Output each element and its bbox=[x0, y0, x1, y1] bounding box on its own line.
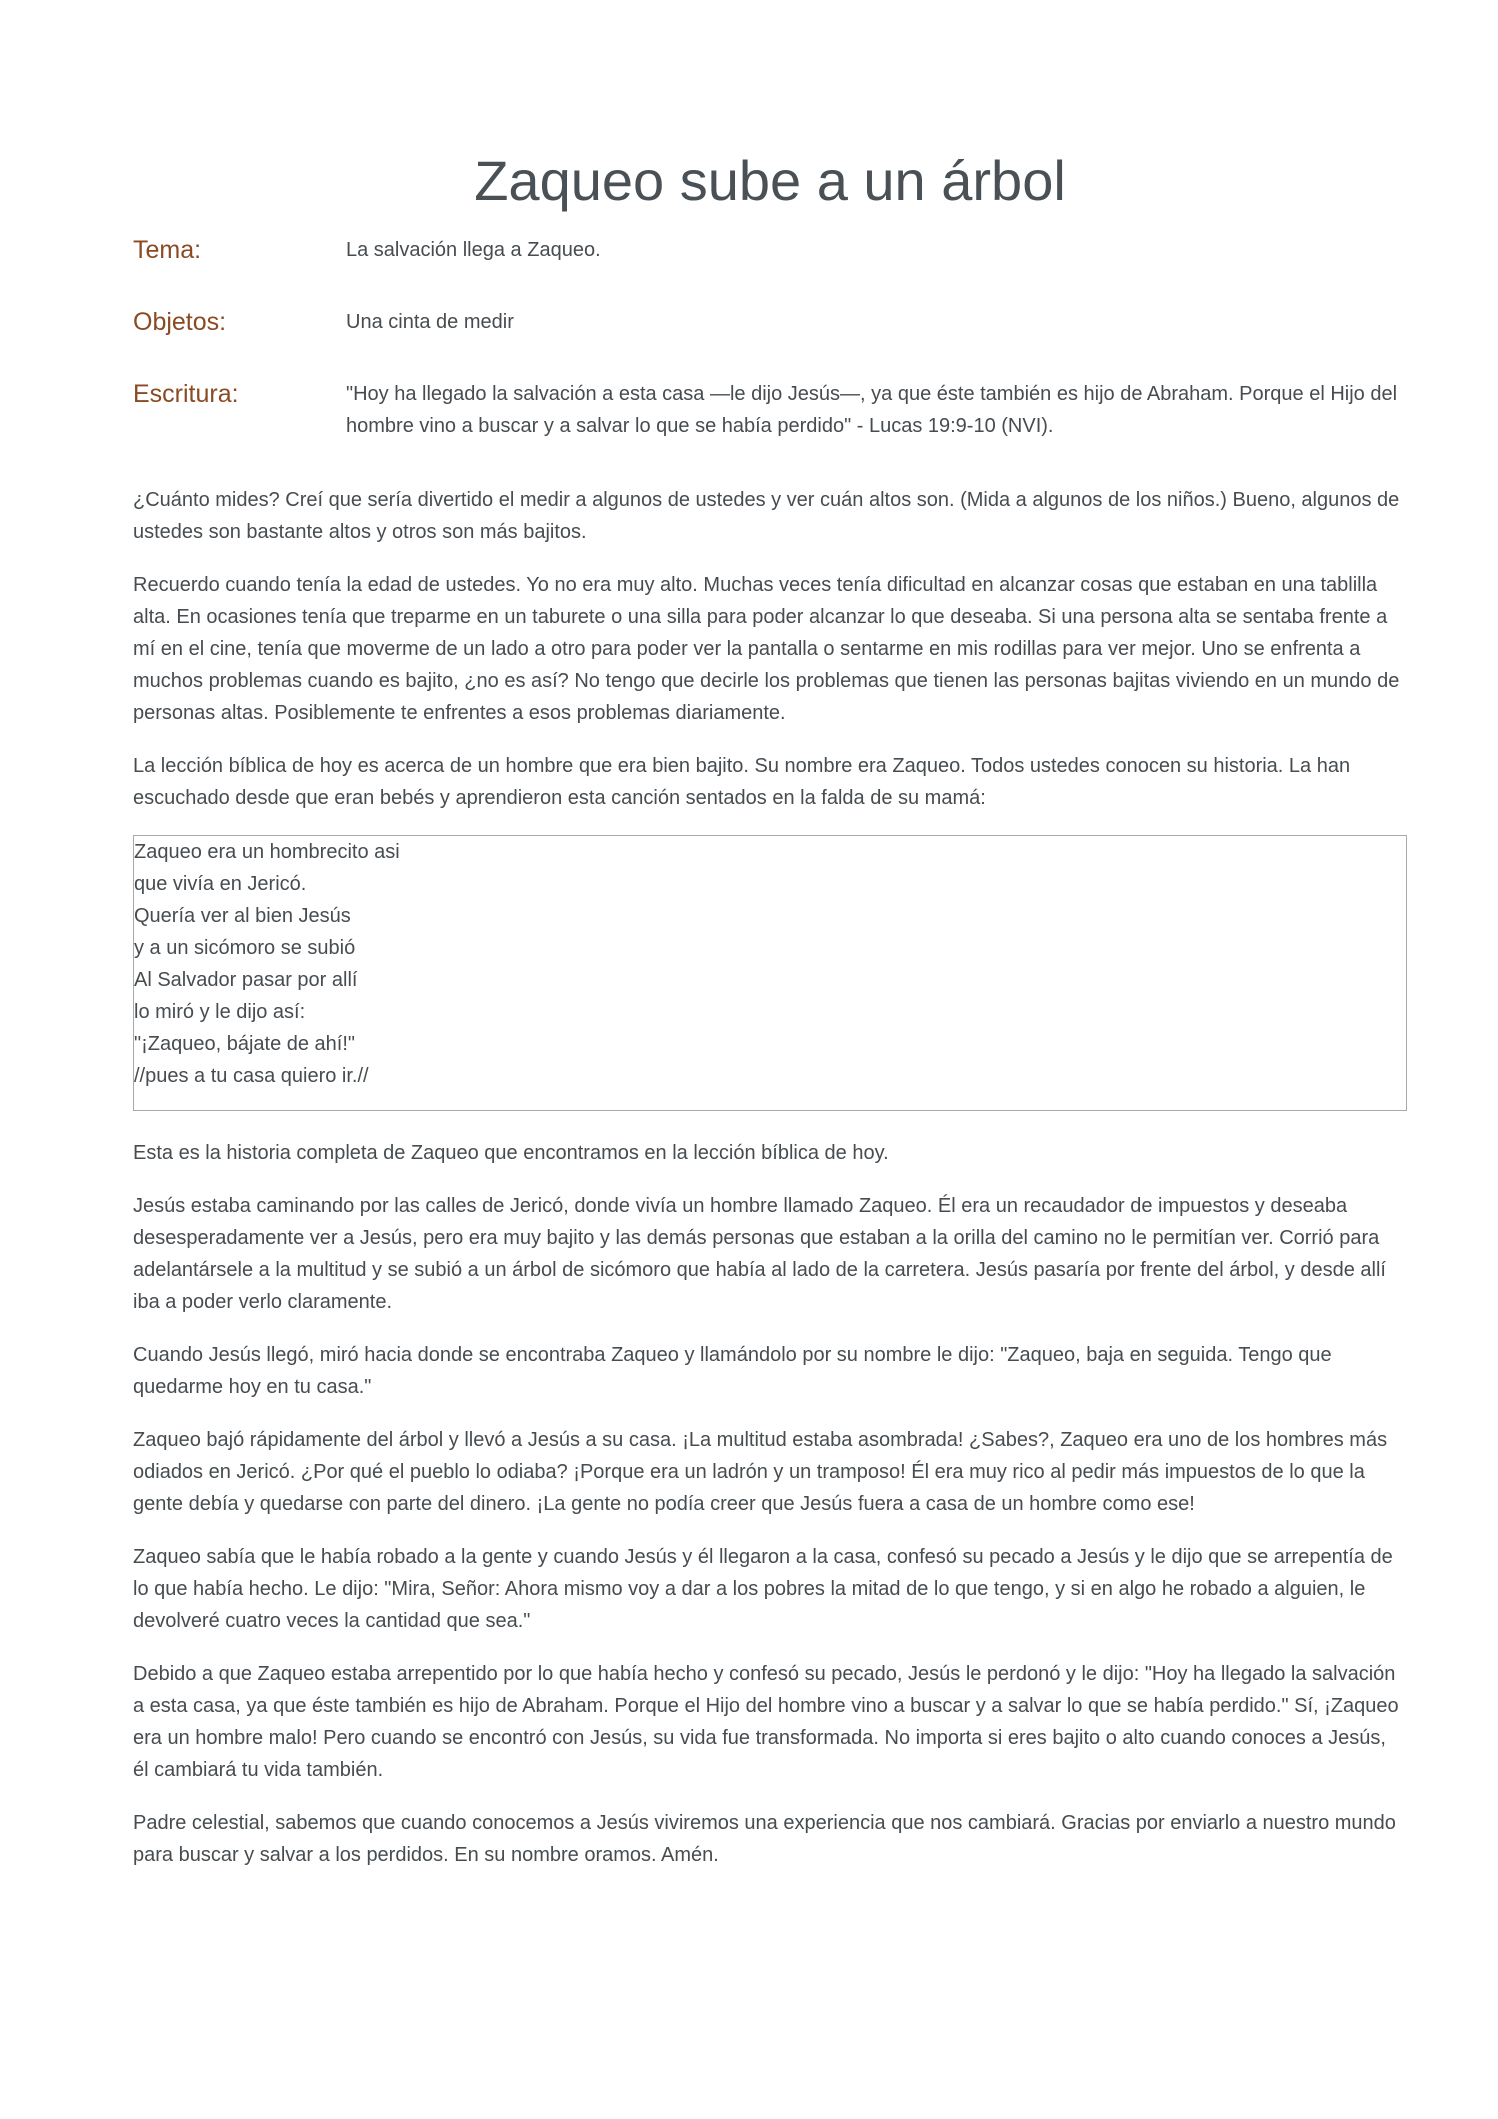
paragraph-prayer: Padre celestial, sabemos que cuando conocemos a Jesús viviremos una experiencia que nos cambiará. Gracias por enviarlo a nuestro mundo para buscar y salvar a los perdidos. En su nombre oramos. Amén. bbox=[133, 1811, 1396, 1866]
paragraph-story-arrival: Cuando Jesús llegó, miró hacia donde se encontraba Zaqueo y llamándolo por su nombre le dijo: "Zaqueo, baja en seguida. Tengo que quedarme hoy en tu casa." bbox=[133, 1343, 1332, 1398]
meta-value-escritura: "Hoy ha llegado la salvación a esta casa —le dijo Jesús—, ya que éste también es hijo de Abraham. Porque el Hijo del hombre vino a buscar y a salvar lo que se había perdido" - Lucas 19:9-10 (NVI). bbox=[346, 382, 1398, 437]
paragraph-story-crowd: Zaqueo bajó rápidamente del árbol y llevó a Jesús a su casa. ¡La multitud estaba asombrada! ¿Sabes?, Zaqueo era uno de los hombres más odiados en Jericó. ¿Por qué el pueblo lo odiaba? ¡Porque era un ladrón y un tramposo! Él era muy rico al pedir más impuestos de lo que la gente debía y quedarse con parte del dinero. ¡La gente no podía creer que Jesús fuera a casa de un hombre como ese! bbox=[133, 1428, 1388, 1515]
song-line: "¡Zaqueo, bájate de ahí!" bbox=[134, 1032, 356, 1055]
meta-label-objetos: Objetos: bbox=[133, 307, 227, 336]
song-line: Zaqueo era un hombrecito asi bbox=[134, 840, 400, 863]
meta-value-tema: La salvación llega a Zaqueo. bbox=[346, 238, 601, 261]
meta-label-escritura: Escritura: bbox=[133, 379, 239, 408]
paragraph-story-intro: Esta es la historia completa de Zaqueo que encontramos en la lección bíblica de hoy. bbox=[133, 1141, 889, 1164]
paragraph-story-forgiveness: Debido a que Zaqueo estaba arrepentido por lo que había hecho y confesó su pecado, Jesús le perdonó y le dijo: "Hoy ha llegado la salvación a esta casa, ya que éste también es hijo de Abraham. Porque el Hijo del hombre vino a buscar y a salvar lo que se había perdido." Sí, ¡Zaqueo era un hombre malo! Pero cuando se encontró con Jesús, su vida fue transformada. No importa si eres bajito o alto cuando conoces a Jesús, él cambiará tu vida también. bbox=[133, 1662, 1399, 1781]
song-box bbox=[133, 835, 1407, 1111]
paragraph-intro: ¿Cuánto mides? Creí que sería divertido el medir a algunos de ustedes y ver cuán altos son. (Mida a algunos de los niños.) Bueno, algunos de ustedes son bastante altos y otros son más bajitos. bbox=[133, 488, 1400, 543]
paragraph-story-confession: Zaqueo sabía que le había robado a la gente y cuando Jesús y él llegaron a la casa, confesó su pecado a Jesús y le dijo que se arrepentía de lo que había hecho. Le dijo: "Mira, Señor: Ahora mismo voy a dar a los pobres la mitad de lo que tengo, y si en algo he robado a alguien, le devolveré cuatro veces la cantidad que sea." bbox=[133, 1545, 1393, 1632]
meta-row-tema bbox=[133, 234, 1407, 266]
paragraph-memory: Recuerdo cuando tenía la edad de ustedes. Yo no era muy alto. Muchas veces tenía dificultad en alcanzar cosas que estaban en una tablilla alta. En ocasiones tenía que treparme en un taburete o una silla para poder alcanzar lo que deseaba. Si una persona alta se sentaba frente a mí en el cine, tenía que moverme de un lado a otro para poder ver la pantalla o sentarme en mis rodillas para ver mejor. Uno se enfrenta a muchos problemas cuando es bajito, ¿no es así? No tengo que decirle los problemas que tienen las personas bajitas viviendo en un mundo de personas altas. Posiblemente te enfrentes a esos problemas diariamente. bbox=[133, 573, 1400, 724]
paragraph-story-jericho: Jesús estaba caminando por las calles de Jericó, donde vivía un hombre llamado Zaqueo. Él era un recaudador de impuestos y deseaba desesperadamente ver a Jesús, pero era muy bajito y las demás personas que estaban a la orilla del camino no le permitían ver. Corrió para adelantársele a la multitud y se subió a un árbol de sicómoro que había al lado de la carretera. Jesús pasaría por frente del árbol, y desde allí iba a poder verlo claramente. bbox=[133, 1194, 1386, 1313]
song-line: Quería ver al bien Jesús bbox=[134, 904, 351, 927]
song-line: y a un sicómoro se subió bbox=[134, 936, 356, 959]
document-title: Zaqueo sube a un árbol bbox=[474, 149, 1066, 212]
meta-label-tema: Tema: bbox=[133, 235, 202, 264]
document-page bbox=[133, 150, 1407, 1892]
meta-row-objetos bbox=[133, 306, 1407, 338]
song-line: //pues a tu casa quiero ir.// bbox=[134, 1064, 369, 1087]
song-line: que vivía en Jericó. bbox=[134, 872, 307, 895]
song-line: lo miró y le dijo así: bbox=[134, 1000, 306, 1023]
song-line: Al Salvador pasar por allí bbox=[134, 968, 358, 991]
paragraph-lesson: La lección bíblica de hoy es acerca de un hombre que era bien bajito. Su nombre era Zaqueo. Todos ustedes conocen su historia. La han escuchado desde que eran bebés y aprendieron esta canción sentados en la falda de su mamá: bbox=[133, 754, 1351, 809]
meta-row-escritura bbox=[133, 378, 1407, 442]
meta-value-objetos: Una cinta de medir bbox=[346, 310, 514, 333]
